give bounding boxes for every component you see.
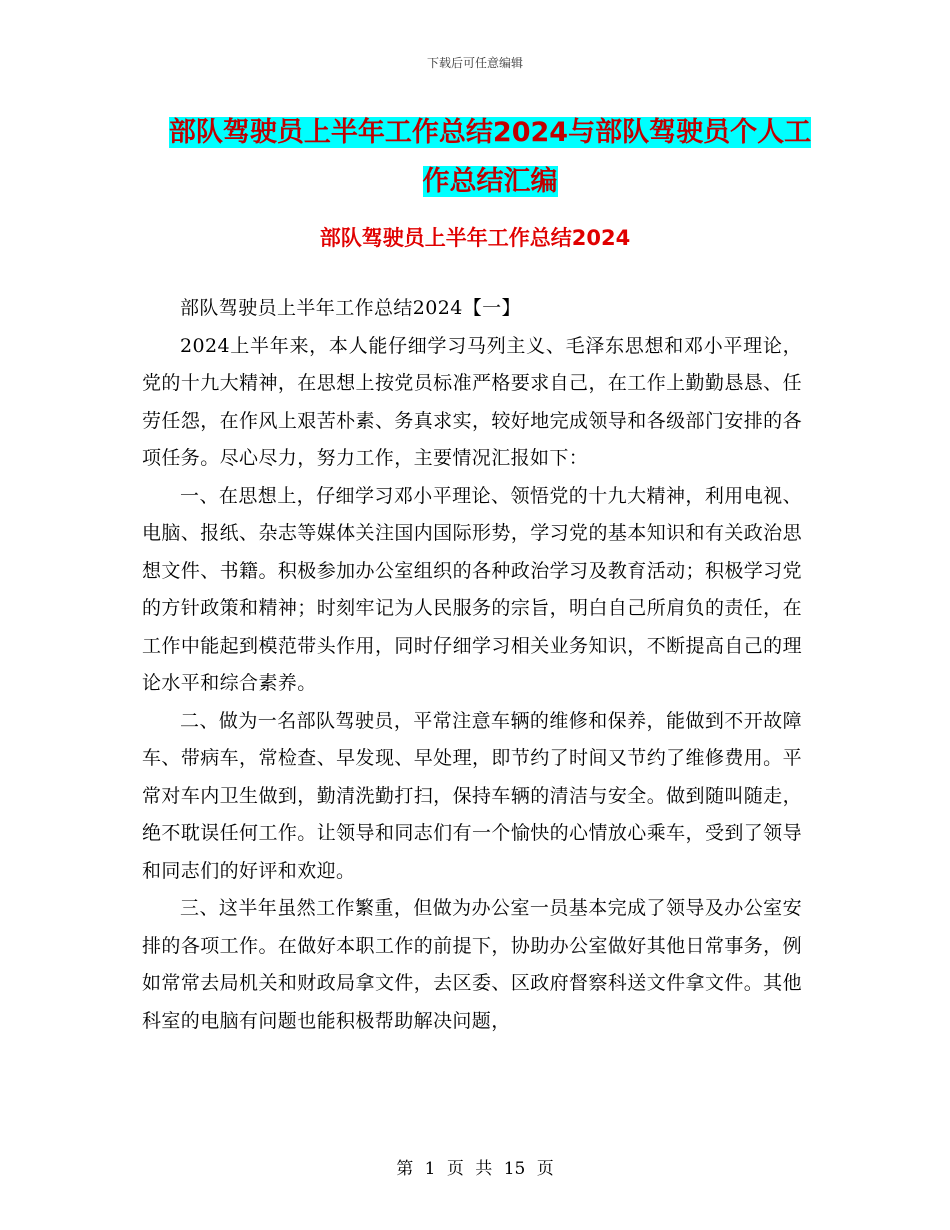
document-title-line-1: 部队驾驶员上半年工作总结2024与部队驾驶员个人工 — [168, 117, 812, 148]
document-title — [140, 108, 840, 206]
part-heading: 部队驾驶员上半年工作总结2024【一】 — [180, 297, 521, 319]
page-footer: 第 1 页 共 15 页 — [396, 1159, 554, 1179]
paragraph-office: 三、这半年虽然工作繁重，但做为办公室一员基本完成了领导及办公室安排的各项工作。在做好本职工作的前提下，协助办公室做好其他日常事务，例如常常去局机关和财政局拿文件，去区委、区政府督察科送文件拿文件。其他科室的电脑有问题也能积极帮助解决问题， — [142, 897, 802, 1032]
paragraph-driving: 二、做为一名部队驾驶员，平常注意车辆的维修和保养，能做到不开故障车、带病车，常检查、早发现、早处理，即节约了时间又节约了维修费用。平常对车内卫生做到，勤清洗勤打扫，保持车辆的清洁与安全。做到随叫随走，绝不耽误任何工作。让领导和同志们有一个愉快的心情放心乘车，受到了领导和同志们的好评和欢迎。 — [142, 709, 802, 882]
document-title-line-2: 作总结汇编 — [422, 166, 558, 197]
header-note: 下载后可任意编辑 — [426, 56, 523, 70]
section-title: 部队驾驶员上半年工作总结2024 — [319, 226, 631, 250]
paragraph-intro: 2024上半年来，本人能仔细学习马列主义、毛泽东思想和邓小平理论，党的十九大精神，在思想上按党员标准严格要求自己，在工作上勤勤恳恳、任劳任怨，在作风上艰苦朴素、务真求实，较好地完成领导和各级部门安排的各项任务。尽心尽力，努力工作，主要情况汇报如下： — [142, 334, 802, 469]
paragraph-thought: 一、在思想上，仔细学习邓小平理论、领悟党的十九大精神，利用电视、电脑、报纸、杂志等媒体关注国内国际形势，学习党的基本知识和有关政治思想文件、书籍。积极参加办公室组织的各种政治学习及教育活动；积极学习党的方针政策和精神；时刻牢记为人民服务的宗旨，明白自己所肩负的责任，在工作中能起到模范带头作用，同时仔细学习相关业务知识，不断提高自己的理论水平和综合素养。 — [142, 484, 802, 694]
body-text — [142, 290, 802, 1040]
